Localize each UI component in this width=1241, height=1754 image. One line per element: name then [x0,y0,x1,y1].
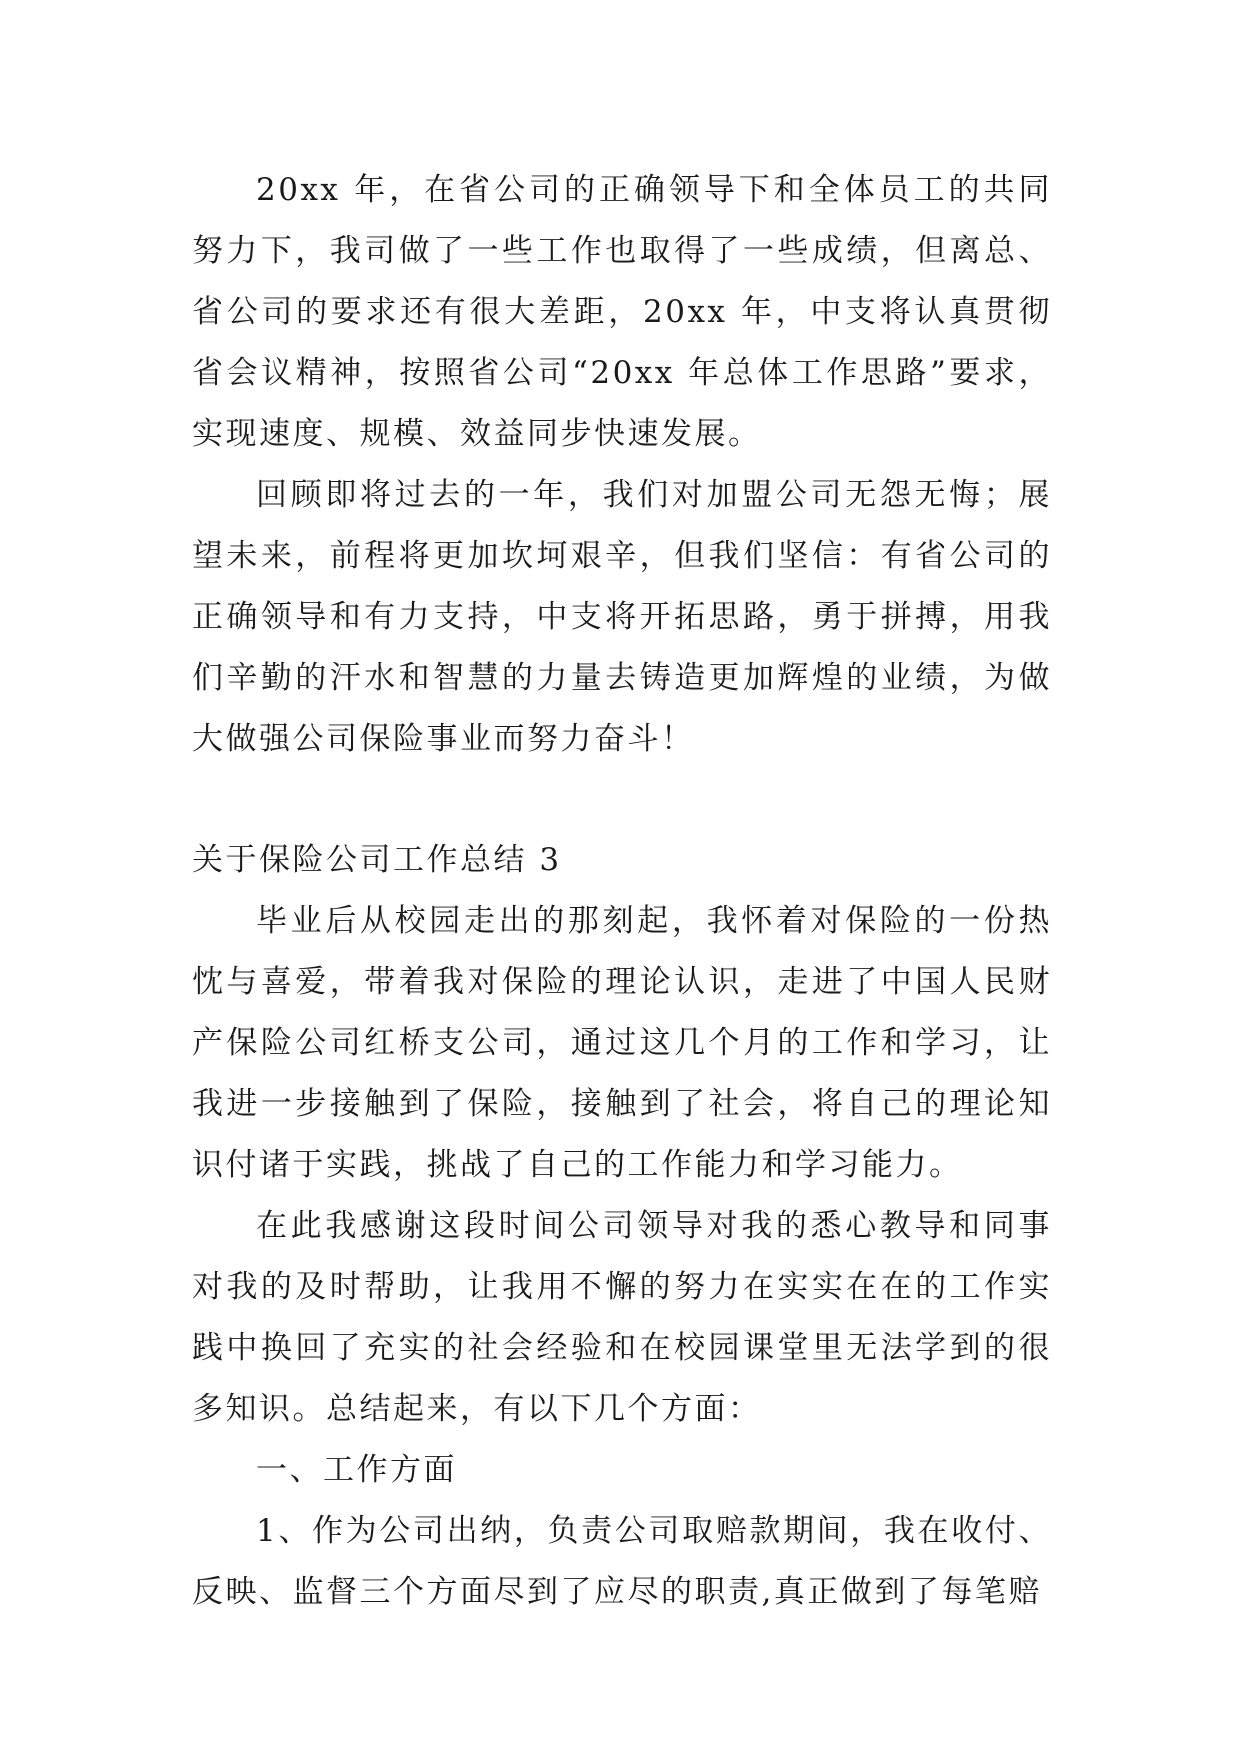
paragraph-graduation: 毕业后从校园走出的那刻起，我怀着对保险的一份热忱与喜爱，带着我对保险的理论认识，走进了中国人民财产保险公司红桥支公司，通过这几个月的工作和学习，让我进一步接触到了保险，接触到了社会，将自己的理论知识付诸于实践，挑战了自己的工作能力和学习能力。 [192,903,1052,1183]
paragraph-summary-outlook: 回顾即将过去的一年，我们对加盟公司无怨无悔；展望未来，前程将更加坎坷艰辛，但我们坚信：有省公司的正确领导和有力支持，中支将开拓思路，勇于拼搏，用我们辛勤的汗水和智慧的力量去铸造更加辉煌的业绩，为做大做强公司保险事业而努力奋斗！ [192,477,1052,757]
paragraph-cashier-duties: 1、作为公司出纳，负责公司取赔款期间，我在收付、反映、监督三个方面尽到了应尽的职责,真正做到了每笔赔 [192,1513,1052,1610]
paragraph-summary-intro: 20xx 年，在省公司的正确领导下和全体员工的共同努力下，我司做了一些工作也取得了一些成绩，但离总、省公司的要求还有很大差距，20xx 年，中支将认真贯彻省会议精神，按照省公司“20xx 年总体工作思路”要求，实现速度、规模、效益同步快速发展。 [192,172,1052,452]
section-spacer [192,770,1052,830]
section-heading: 关于保险公司工作总结 3 [192,842,562,878]
document-body [192,160,1052,1623]
subheading-work-aspects: 一、工作方面 [256,1452,457,1488]
paragraph-thanks: 在此我感谢这段时间公司领导对我的悉心教导和同事对我的及时帮助，让我用不懈的努力在实实在在的工作实践中换回了充实的社会经验和在校园课堂里无法学到的很多知识。总结起来，有以下几个方面： [192,1208,1052,1427]
